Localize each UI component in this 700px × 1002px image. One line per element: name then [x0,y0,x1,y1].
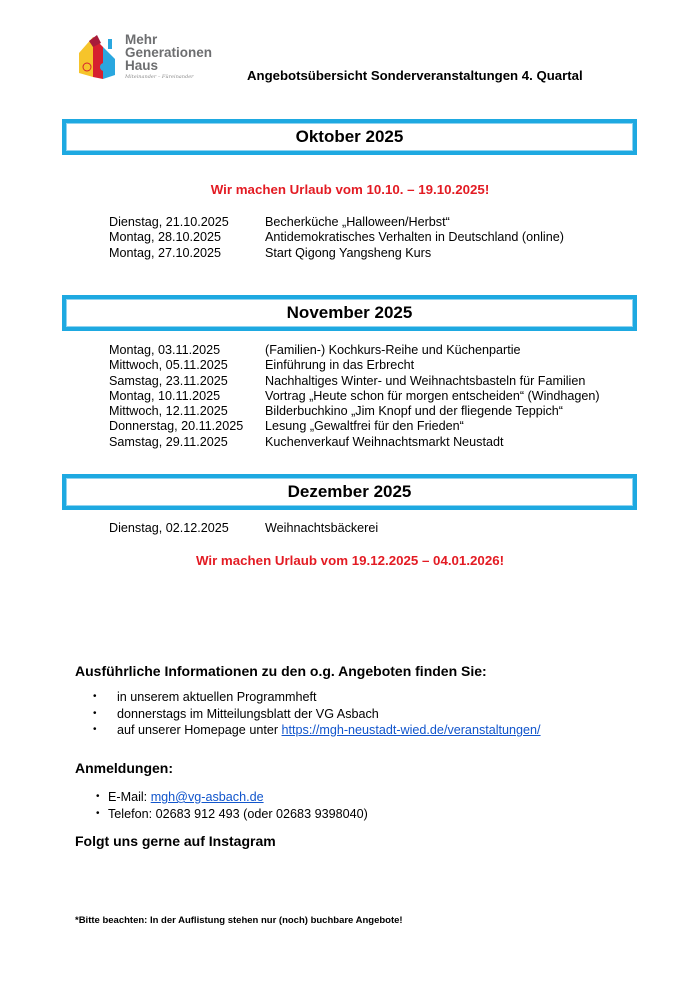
list-item [96,806,368,823]
event-title: Vortrag „Heute schon für morgen entscheiden“ (Windhagen) [265,388,600,403]
event-row [109,435,600,450]
bullet-icon: • [93,691,97,702]
event-list-december [109,521,378,536]
list-item-text: auf unserer Homepage unter [117,723,282,737]
event-title: Becherküche „Halloween/Herbst“ [265,215,450,229]
document-title: Angebotsübersicht Sonderveranstaltungen 4. Quartal [247,68,583,83]
event-list-october [109,215,564,261]
month-heading-dezember: Dezember 2025 [62,474,637,510]
mgh-logo [75,33,215,83]
info-list [93,689,541,739]
bullet-icon: • [96,791,100,802]
logo-tagline: Miteinander – Füreinander [125,74,194,80]
list-item [96,789,368,806]
homepage-link[interactable]: https://mgh-neustadt-wied.de/veranstaltungen/ [281,723,541,737]
email-label: E-Mail: [108,790,151,804]
instagram-heading: Folgt uns gerne auf Instagram [75,833,276,849]
event-date: Dienstag, 02.12.2025 [109,521,229,535]
list-item [93,722,541,739]
event-row [109,419,600,434]
event-date: Montag, 27.10.2025 [109,245,222,260]
event-date: Dienstag, 21.10.2025 [109,215,229,229]
bullet-icon: • [93,707,97,719]
event-date: Montag, 28.10.2025 [109,230,222,245]
event-row [109,358,600,373]
event-row [109,521,378,536]
bullet-icon: • [93,724,97,735]
event-date: Montag, 03.11.2025 [109,343,221,357]
logo-wordmark [125,33,212,72]
event-title: Antidemokratisches Verhalten in Deutschland (online) [265,230,564,245]
event-date: Samstag, 29.11.2025 [109,434,228,449]
event-title: Kuchenverkauf Weihnachtsmarkt Neustadt [265,434,504,449]
event-date: Mittwoch, 12.11.2025 [109,404,228,419]
event-title: Nachhaltiges Winter- und Weihnachtsbasteln für Familien [265,373,586,388]
month-heading-oktober: Oktober 2025 [62,119,637,155]
event-date: Montag, 10.11.2025 [109,388,221,403]
event-date: Samstag, 23.11.2025 [109,373,228,388]
event-row [109,374,600,389]
info-heading: Ausführliche Informationen zu den o.g. Angeboten finden Sie: [75,663,487,679]
event-title: (Familien-) Kochkurs-Reihe und Küchenpartie [265,343,521,357]
event-row [109,343,600,358]
event-row [109,215,564,230]
logo-line-3: Haus [125,58,159,73]
registration-heading: Anmeldungen: [75,760,173,776]
event-date: Mittwoch, 05.11.2025 [109,358,228,373]
list-item-text: donnerstags im Mitteilungsblatt der VG Asbach [117,706,379,721]
event-title: Einführung in das Erbrecht [265,358,415,373]
event-row [109,389,600,404]
list-item [93,706,541,723]
email-link[interactable]: mgh@vg-asbach.de [150,790,264,804]
footnote: *Bitte beachten: In der Auflistung stehen nur (noch) buchbare Angebote! [75,915,403,926]
phone-text: Telefon: 02683 912 493 (oder 02683 9398040) [108,806,368,821]
list-item-text: in unserem aktuellen Programmheft [117,690,317,704]
event-title: Start Qigong Yangsheng Kurs [265,245,432,260]
list-item [93,689,541,706]
event-row [109,404,600,419]
event-title: Bilderbuchkino „Jim Knopf und der fliegende Teppich“ [265,404,564,419]
bullet-icon: • [96,807,100,819]
event-date: Donnerstag, 20.11.2025 [109,419,244,434]
event-row [109,246,564,261]
house-puzzle-logo-icon [75,33,119,81]
logo-line-1: Mehr [125,32,158,47]
logo-line-2: Generationen [125,45,213,60]
event-title: Lesung „Gewaltfrei für den Frieden“ [265,419,464,434]
registration-list [96,789,368,822]
vacation-notice-december: Wir machen Urlaub vom 19.12.2025 – 04.01.2026! [195,553,505,568]
event-list-november [109,343,600,450]
event-title: Weihnachtsbäckerei [265,521,379,535]
event-row [109,230,564,245]
vacation-notice-october: Wir machen Urlaub vom 10.10. – 19.10.2025! [210,182,490,197]
month-heading-november: November 2025 [62,295,637,331]
